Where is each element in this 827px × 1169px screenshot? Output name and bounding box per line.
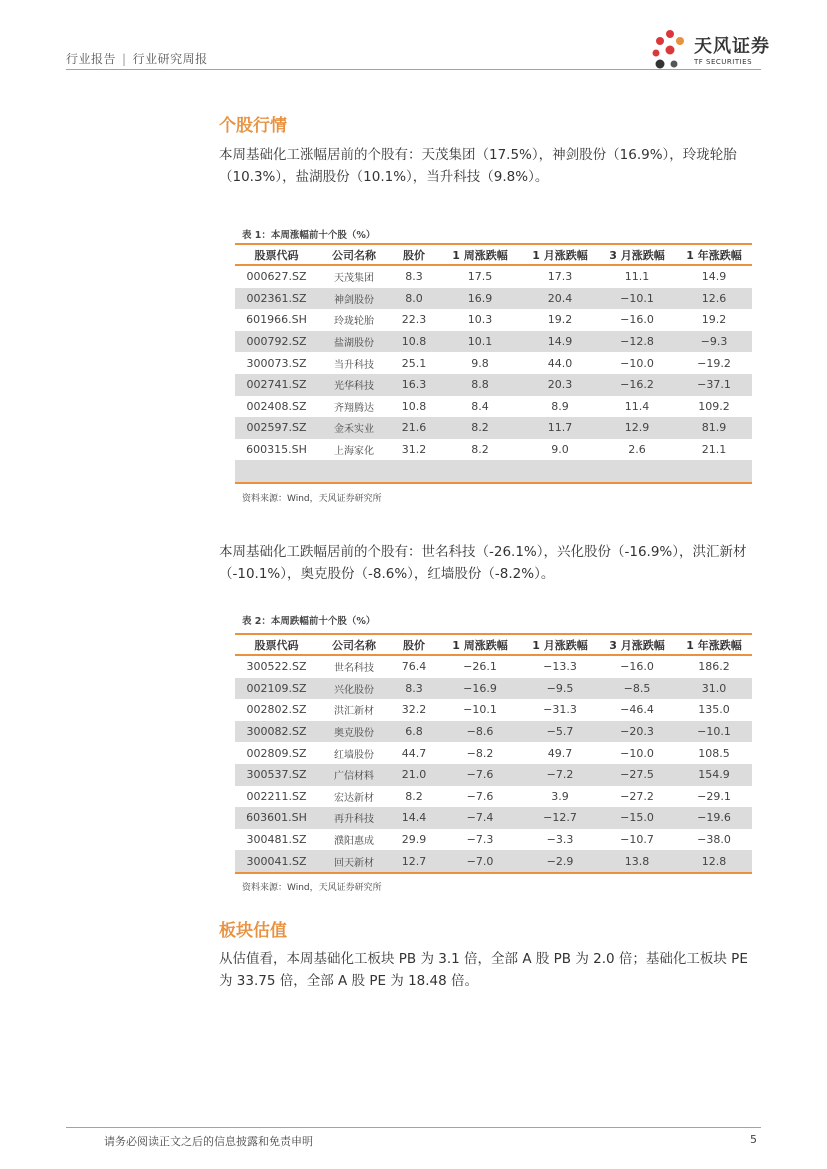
table-cell: 14.4 xyxy=(390,807,438,829)
table-cell: 12.6 xyxy=(676,288,752,310)
table-cell: 8.9 xyxy=(551,399,569,413)
table-cell: 齐翔腾达 xyxy=(334,402,374,414)
table-cell: 002361.SZ xyxy=(235,288,318,310)
table-cell: 21.0 xyxy=(390,764,438,786)
table-cell: 300073.SZ xyxy=(246,356,307,370)
table-cell: 300537.SZ xyxy=(235,764,318,786)
table-cell: 宏达新材 xyxy=(334,792,374,804)
table-cell: 13.8 xyxy=(598,850,676,873)
table-cell: 76.4 xyxy=(401,660,427,674)
logo-flower-icon xyxy=(650,28,690,73)
column-header: 3 月涨跌幅 xyxy=(598,244,676,265)
table-cell: −3.3 xyxy=(546,833,574,847)
section-title-stock-performance: 个股行情 xyxy=(219,116,287,136)
column-header: 1 月涨跌幅 xyxy=(522,634,598,655)
header-divider xyxy=(66,69,761,70)
table-cell xyxy=(598,460,676,483)
table-cell: 11.1 xyxy=(624,270,650,284)
table-cell: 16.9 xyxy=(438,288,522,310)
table-cell: 12.7 xyxy=(390,850,438,873)
table-cell: 3.9 xyxy=(551,789,569,803)
table-cell: 603601.SH xyxy=(235,807,318,829)
table-header-row xyxy=(235,244,752,265)
table-cell: −7.3 xyxy=(466,833,494,847)
table-cell: −8.5 xyxy=(598,678,676,700)
table-cell: −10.1 xyxy=(598,288,676,310)
table-cell xyxy=(438,460,522,483)
column-header: 股价 xyxy=(390,244,438,265)
table-cell: −29.1 xyxy=(697,789,731,803)
logo-name: 天风证券 xyxy=(694,36,770,57)
table-cell: 10.8 xyxy=(390,331,438,353)
table-cell: 世名科技 xyxy=(334,663,374,675)
table-cell: −19.6 xyxy=(676,807,752,829)
table-cell: −8.6 xyxy=(438,721,522,743)
table-row xyxy=(235,460,752,483)
column-header: 1 周涨跌幅 xyxy=(438,634,522,655)
table-row xyxy=(235,721,752,743)
header-breadcrumb xyxy=(66,50,208,67)
table-cell: 14.9 xyxy=(522,331,598,353)
table-cell: 红墙股份 xyxy=(334,749,374,761)
table-cell: 回天新材 xyxy=(318,850,390,873)
table-cell: −27.5 xyxy=(598,764,676,786)
table-cell: 9.8 xyxy=(471,356,489,370)
table-cell: −7.2 xyxy=(522,764,598,786)
table-header-row xyxy=(235,634,752,655)
fall-paragraph: 本周基础化工跌幅居前的个股有：世名科技（-26.1%），兴化股份（-16.9%），洪汇新材（-10.1%），奥克股份（-8.6%），红墙股份（-8.2%）。 xyxy=(219,544,747,582)
table-cell: −19.2 xyxy=(697,356,731,370)
table-cell: 002809.SZ xyxy=(246,746,307,760)
table-cell: −9.3 xyxy=(676,331,752,353)
table-cell: −12.7 xyxy=(522,807,598,829)
table-cell: 洪汇新材 xyxy=(334,706,374,718)
table-cell: 186.2 xyxy=(698,660,730,674)
column-header: 1 月涨跌幅 xyxy=(522,244,598,265)
table-cell: 12.9 xyxy=(598,417,676,439)
table-cell: 8.2 xyxy=(438,417,522,439)
table-cell: 19.2 xyxy=(701,313,727,327)
footer-disclaimer: 请务必阅读正文之后的信息披露和免责申明 xyxy=(104,1135,313,1148)
column-header: 公司名称 xyxy=(318,634,390,655)
column-header: 3 月涨跌幅 xyxy=(598,634,676,655)
table-cell: 16.3 xyxy=(390,374,438,396)
table-row xyxy=(235,829,752,851)
table-cell: 20.3 xyxy=(522,374,598,396)
table-cell: −13.3 xyxy=(543,660,577,674)
table-cell: 11.4 xyxy=(624,399,650,413)
table-cell: 154.9 xyxy=(676,764,752,786)
table-cell: 8.8 xyxy=(438,374,522,396)
table-cell: 32.2 xyxy=(401,703,427,717)
table-cell: 22.3 xyxy=(401,313,427,327)
table-cell: 44.0 xyxy=(547,356,573,370)
table-cell: 10.1 xyxy=(438,331,522,353)
table2-source: 资料来源：Wind，天风证券研究所 xyxy=(242,883,382,893)
table-cell: −20.3 xyxy=(598,721,676,743)
table-cell: 再升科技 xyxy=(318,807,390,829)
column-header: 公司名称 xyxy=(318,244,390,265)
table-cell: 濮阳惠成 xyxy=(334,836,374,848)
table-top-gainers xyxy=(235,243,752,484)
table-cell: 8.2 xyxy=(405,789,423,803)
column-header: 股价 xyxy=(390,634,438,655)
table-cell: 当升科技 xyxy=(334,359,374,371)
table-cell: 光华科技 xyxy=(318,374,390,396)
table-cell: 17.3 xyxy=(547,270,573,284)
table-cell: 20.4 xyxy=(522,288,598,310)
table-row xyxy=(235,742,752,764)
table-cell: 8.2 xyxy=(471,443,489,457)
table-cell: −7.0 xyxy=(438,850,522,873)
table-cell: 8.4 xyxy=(471,399,489,413)
table-cell: −10.1 xyxy=(463,703,497,717)
table-row xyxy=(235,678,752,700)
table-cell: 000627.SZ xyxy=(246,270,307,284)
table-cell: −7.4 xyxy=(438,807,522,829)
table-cell: 25.1 xyxy=(401,356,427,370)
table-top-losers xyxy=(235,633,752,874)
table-cell: 109.2 xyxy=(698,399,730,413)
table1-source: 资料来源：Wind，天风证券研究所 xyxy=(242,494,382,504)
table-cell: 8.0 xyxy=(390,288,438,310)
table-cell: −31.3 xyxy=(543,703,577,717)
table-cell: 盐湖股份 xyxy=(318,331,390,353)
table-cell: 002597.SZ xyxy=(235,417,318,439)
table-cell: −10.0 xyxy=(620,356,654,370)
section-title-valuation: 板块估值 xyxy=(219,921,287,941)
rise-paragraph: 本周基础化工涨幅居前的个股有：天茂集团（17.5%），神剑股份（16.9%），玲珑轮胎（10.3%），盐湖股份（10.1%），当升科技（9.8%）。 xyxy=(219,147,737,185)
table-row xyxy=(235,309,752,331)
column-header: 股票代码 xyxy=(235,244,318,265)
table-cell: 17.5 xyxy=(467,270,493,284)
table-row xyxy=(235,786,752,808)
table-row xyxy=(235,699,752,721)
table-cell: 108.5 xyxy=(698,746,730,760)
header-category: 行业报告 xyxy=(66,52,117,66)
table-cell: 广信材料 xyxy=(318,764,390,786)
table-cell: 002741.SZ xyxy=(235,374,318,396)
table-cell: −26.1 xyxy=(463,660,497,674)
table-cell: −7.6 xyxy=(466,789,494,803)
table-cell: 44.7 xyxy=(401,746,427,760)
table-cell: 002408.SZ xyxy=(246,399,307,413)
table-cell: −2.9 xyxy=(522,850,598,873)
table2-caption: 表 2：本周跌幅前十个股（%） xyxy=(242,616,376,627)
header-separator: | xyxy=(122,52,127,66)
table-cell: −16.0 xyxy=(620,313,654,327)
table-cell: 19.2 xyxy=(547,313,573,327)
table-cell: 21.1 xyxy=(701,443,727,457)
table-row xyxy=(235,764,752,786)
column-header: 1 年涨跌幅 xyxy=(676,634,752,655)
table-cell: −27.2 xyxy=(620,789,654,803)
valuation-paragraph: 从估值看，本周基础化工板块 PB 为 3.1 倍，全部 A 股 PB 为 2.0 倍；基础化工板块 PE 为 33.75 倍，全部 A 股 PE 为 18.48 倍。 xyxy=(219,951,748,989)
column-header: 股票代码 xyxy=(235,634,318,655)
footer-divider xyxy=(66,1127,761,1128)
column-header: 1 周涨跌幅 xyxy=(438,244,522,265)
table-cell: 12.8 xyxy=(676,850,752,873)
table-cell: 31.2 xyxy=(401,443,427,457)
table-cell: 玲珑轮胎 xyxy=(334,316,374,328)
table-cell: 8.3 xyxy=(405,270,423,284)
table-cell: 上海家化 xyxy=(334,446,374,458)
table-row xyxy=(235,396,752,418)
table-cell: −38.0 xyxy=(697,833,731,847)
table-cell: 11.7 xyxy=(522,417,598,439)
table-cell: 81.9 xyxy=(676,417,752,439)
table-row xyxy=(235,265,752,288)
table-row xyxy=(235,417,752,439)
table-cell: 002802.SZ xyxy=(246,703,307,717)
table-cell: 002109.SZ xyxy=(235,678,318,700)
page-number: 5 xyxy=(750,1133,757,1146)
table-cell: 49.7 xyxy=(547,746,573,760)
table-cell: −9.5 xyxy=(522,678,598,700)
table-cell: 300522.SZ xyxy=(246,660,307,674)
table-cell: 奥克股份 xyxy=(318,721,390,743)
table-cell: 135.0 xyxy=(698,703,730,717)
table-cell: 9.0 xyxy=(551,443,569,457)
table-cell: 300481.SZ xyxy=(246,833,307,847)
table-cell: 6.8 xyxy=(390,721,438,743)
table-cell: 金禾实业 xyxy=(318,417,390,439)
table-cell: −12.8 xyxy=(598,331,676,353)
table-cell: −46.4 xyxy=(620,703,654,717)
table-cell: 31.0 xyxy=(676,678,752,700)
table-cell: 000792.SZ xyxy=(235,331,318,353)
column-header: 1 年涨跌幅 xyxy=(676,244,752,265)
table-cell: 601966.SH xyxy=(246,313,307,327)
table-row xyxy=(235,331,752,353)
table-cell: 10.3 xyxy=(467,313,493,327)
table-cell: 21.6 xyxy=(390,417,438,439)
table-cell: −10.0 xyxy=(620,746,654,760)
table-cell xyxy=(676,460,752,483)
table-cell: −16.0 xyxy=(620,660,654,674)
table-row xyxy=(235,374,752,396)
table-row xyxy=(235,439,752,461)
table-row xyxy=(235,807,752,829)
table-cell: −10.7 xyxy=(620,833,654,847)
table-cell: 10.8 xyxy=(401,399,427,413)
table-cell: 29.9 xyxy=(401,833,427,847)
table-cell: 300082.SZ xyxy=(235,721,318,743)
table-cell xyxy=(522,460,598,483)
table-cell: 天茂集团 xyxy=(334,273,374,285)
table-cell: −15.0 xyxy=(598,807,676,829)
table-cell: −8.2 xyxy=(466,746,494,760)
company-logo xyxy=(650,28,770,73)
table-cell: −10.1 xyxy=(676,721,752,743)
header-subcategory: 行业研究周报 xyxy=(132,52,208,66)
table-row xyxy=(235,352,752,374)
table-cell xyxy=(318,460,390,483)
table-cell: 14.9 xyxy=(701,270,727,284)
table-cell xyxy=(235,460,318,483)
table1-caption: 表 1：本周涨幅前十个股（%） xyxy=(242,230,376,241)
table-cell: 兴化股份 xyxy=(318,678,390,700)
table-row xyxy=(235,655,752,678)
table-cell: 300041.SZ xyxy=(235,850,318,873)
table-cell: −7.6 xyxy=(438,764,522,786)
table-cell: 2.6 xyxy=(628,443,646,457)
table-row xyxy=(235,288,752,310)
table-row xyxy=(235,850,752,873)
table-cell: −16.9 xyxy=(438,678,522,700)
table-cell: 神剑股份 xyxy=(318,288,390,310)
table-cell xyxy=(390,460,438,483)
table-cell: −37.1 xyxy=(676,374,752,396)
table-cell: −16.2 xyxy=(598,374,676,396)
table-cell: 8.3 xyxy=(390,678,438,700)
table-cell: 002211.SZ xyxy=(246,789,307,803)
table-cell: 600315.SH xyxy=(246,443,307,457)
table-cell: −5.7 xyxy=(522,721,598,743)
logo-subtitle: TF SECURITIES xyxy=(694,58,753,66)
